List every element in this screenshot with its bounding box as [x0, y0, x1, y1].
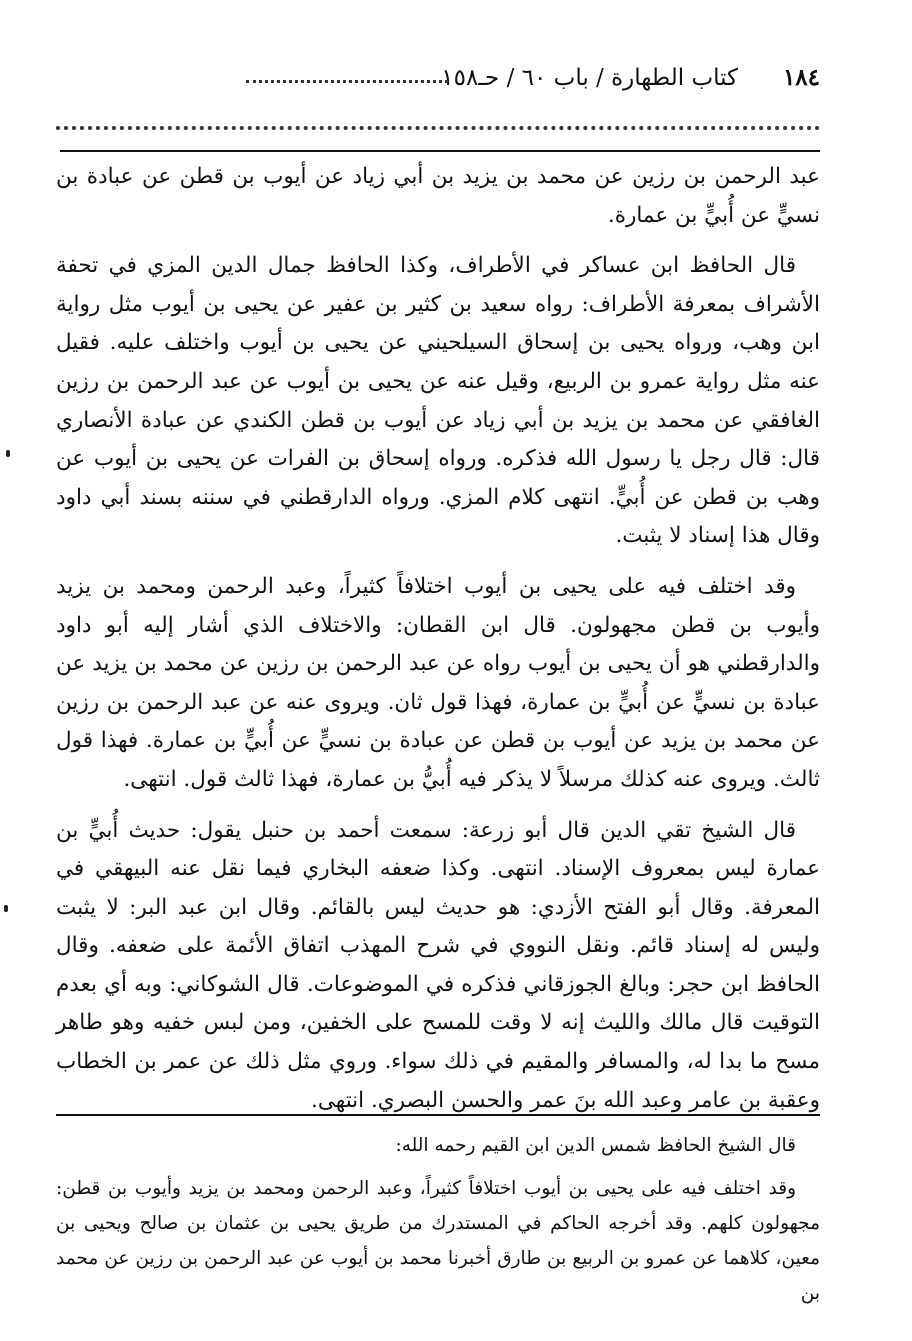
- page-number: ١٨٤: [782, 64, 820, 91]
- ibn-qayyim-notes: [56, 1128, 820, 1317]
- header-dotted-rule: [56, 126, 820, 130]
- notes-body: وقد اختلف فيه على يحيى بن أيوب اختلافاً كثيراً، وعبد الرحمن ومحمد بن يزيد وأيوب بن قطن: مجهولون كلهم. وقد أخرجه الحاكم في المستدرك من طريق يحيى بن عثمان بن صالح ويحيى بن معين، كلاهما عن عمرو بن الربيع بن طارق أخبرنا محمد بن أيوب عن عبد الرحمن بن رزين عن محمد بن: [56, 1178, 820, 1304]
- running-title: كتاب الطهارة / باب ٦٠ / حـ١٥٨: [441, 65, 738, 91]
- paragraph-ibn-asakir: قال الحافظ ابن عساكر في الأطراف، وكذا الحافظ جمال الدين المزي في تحفة الأشراف بمعرفة الأطراف: رواه سعيد بن كثير بن عفير عن يحيى بن أيوب مثل رواية ابن وهب، ورواه يحيى بن إسحاق السيلحيني عن يحيى بن أيوب واختلف عليه. فقيل عنه مثل رواية عمرو بن الربيع، وقيل عنه عن يحيى بن أيوب عن عبد الرحمن بن رزين الغافقي عن محمد بن يزيد بن أبي زياد عن أيوب بن قطن الكندي عن عبادة الأنصاري قال: قال رجل يا رسول الله فذكره. ورواه إسحاق بن الفرات عن يحيى بن أيوب عن وهب بن قطن عن أُبيٍّ. انتهى كلام المزي. ورواه الدارقطني في سننه بسند أبي داود وقال هذا إسناد لا يثبت.: [56, 253, 820, 549]
- paragraph-ikhtilaf: وقد اختلف فيه على يحيى بن أيوب اختلافاً كثيراً، وعبد الرحمن ومحمد بن يزيد وأيوب بن قطن مجهولون. قال ابن القطان: والاختلاف الذي أشار إليه أبو داود والدارقطني هو أن يحيى بن أيوب رواه عن عبد الرحمن بن رزين عن محمد بن يزيد عن عبادة بن نسيٍّ عن أُبيٍّ بن عمارة، فهذا قول ثان. ويروى عنه عن عبد الرحمن بن رزين عن محمد بن يزيد عن أيوب بن قطن عن عبادة بن نسيٍّ عن أُبيٍّ بن عمارة. فهذا قول ثالث. ويروى عنه كذلك مرسلاً لا يذكر فيه أُبيُّ بن عمارة، فهذا ثالث قول. انتهى.: [56, 573, 820, 792]
- scan-speck-mark: [4, 905, 8, 912]
- main-text: [56, 158, 820, 1132]
- paragraph-continued: عبد الرحمن بن رزين عن محمد بن يزيد بن أبي زياد عن أيوب بن قطن عن عبادة بن نسيٍّ عن أُبيٍّ بن عمارة.: [56, 164, 820, 228]
- paragraph-abu-zura: قال الشيخ تقي الدين قال أبو زرعة: سمعت أحمد بن حنبل يقول: حديث أُبيٍّ بن عمارة ليس بمعروف الإسناد. انتهى. وكذا ضعفه البخاري فيما نقل عنه البيهقي في المعرفة. وقال أبو الفتح الأزدي: هو حديث ليس بالقائم. وقال ابن عبد البر: لا يثبت وليس له إسناد قائم. ونقل النووي في شرح المهذب اتفاق الأئمة على ضعفه. وقال الحافظ ابن حجر: وبالغ الجوزقاني فذكره في الموضوعات. قال الشوكاني: وبه أي بعدم التوقيت قال مالك والليث إنه لا وقت للمسح على الخفين، ومن لبس خفيه وهو طاهر مسح ما بدا له، والمسافر والمقيم في ذلك سواء. وروي مثل ذلك عن عمر بن الخطاب وعقبة بن عامر وعبد الله بنَ عمر والحسن البصري. انتهى.: [56, 817, 820, 1113]
- page-header: [56, 58, 820, 98]
- notes-heading: قال الشيخ الحافظ شمس الدين ابن القيم رحمه الله:: [395, 1135, 796, 1156]
- scan-speck-mark: [6, 450, 10, 457]
- notes-separator-rule: [56, 1114, 820, 1116]
- header-dotted-leader: [246, 80, 448, 83]
- book-page: [56, 58, 820, 1338]
- text-separator-rule: [60, 150, 820, 152]
